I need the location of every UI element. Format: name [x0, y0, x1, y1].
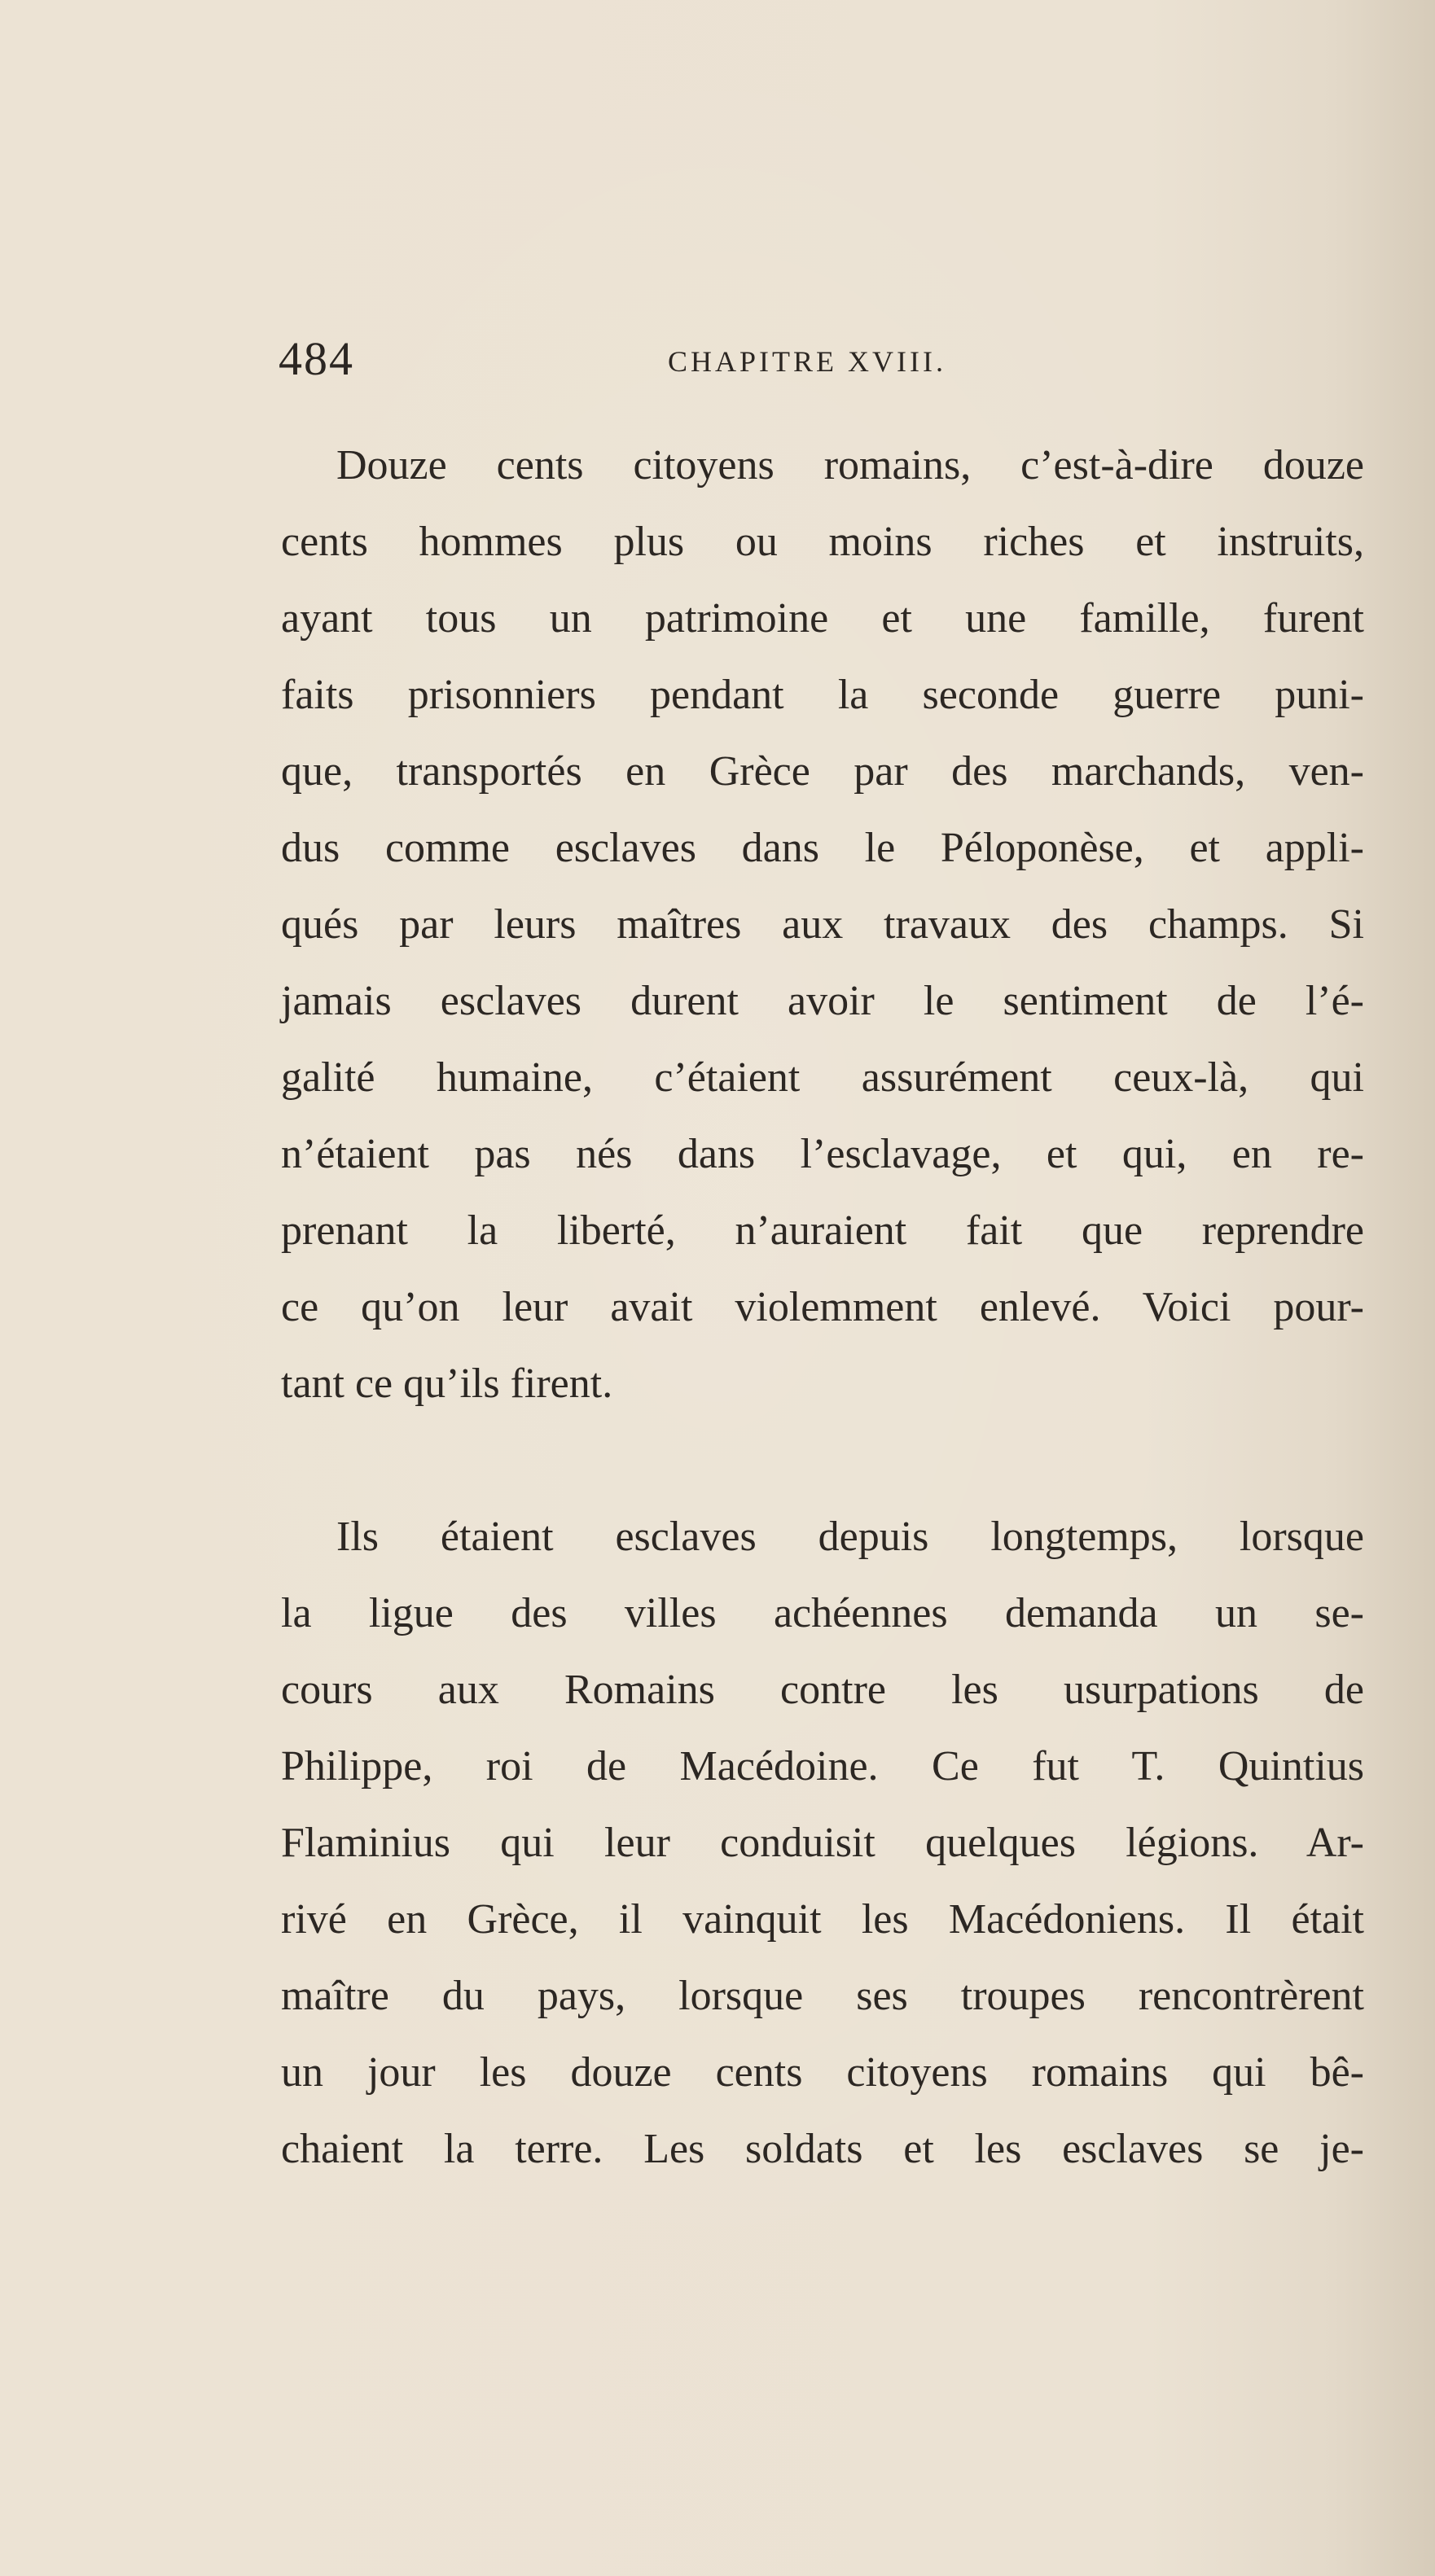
text-line: Douze cents citoyens romains, c’est-à-dire douze: [336, 442, 1364, 488]
text-line: galité humaine, c’étaient assurément ceux-là, qui: [281, 1054, 1364, 1101]
text-line: ayant tous un patrimoine et une famille, furent: [281, 595, 1364, 642]
paragraph-1: [281, 427, 1364, 1422]
text-line: jamais esclaves durent avoir le sentiment de l’é-: [281, 978, 1364, 1024]
running-head: CHAPITRE XVIII.: [668, 345, 946, 378]
text-line: Philippe, roi de Macédoine. Ce fut T. Quintius: [281, 1743, 1364, 1790]
text-line: chaient la terre. Les soldats et les esclaves se je-: [281, 2126, 1364, 2172]
text-line: maître du pays, lorsque ses troupes rencontrèrent: [281, 1973, 1364, 2019]
text-line: rivé en Grèce, il vainquit les Macédoniens. Il était: [281, 1896, 1364, 1943]
page-number: 484: [279, 332, 354, 385]
text-line: faits prisonniers pendant la seconde guerre puni-: [281, 672, 1364, 718]
text-line: n’étaient pas nés dans l’esclavage, et qui, en re-: [281, 1131, 1364, 1177]
page-header: [279, 322, 1362, 396]
text-line: qués par leurs maîtres aux travaux des champs. Si: [281, 901, 1364, 948]
text-line: ce qu’on leur avait violemment enlevé. Voici pour-: [281, 1284, 1364, 1330]
text-line: prenant la liberté, n’auraient fait que reprendre: [281, 1207, 1364, 1254]
body-text: [281, 427, 1364, 2188]
text-line: un jour les douze cents citoyens romains qui bê-: [281, 2049, 1364, 2096]
text-line: Flaminius qui leur conduisit quelques légions. Ar-: [281, 1820, 1364, 1866]
text-line: Ils étaient esclaves depuis longtemps, lorsque: [336, 1514, 1364, 1560]
text-line: cents hommes plus ou moins riches et instruits,: [281, 519, 1364, 565]
text-line: la ligue des villes achéennes demanda un se-: [281, 1590, 1364, 1636]
paragraph-2: [281, 1499, 1364, 2188]
text-line: dus comme esclaves dans le Péloponèse, et appli-: [281, 825, 1364, 871]
text-line: cours aux Romains contre les usurpations de: [281, 1667, 1364, 1713]
text-line: tant ce qu’ils firent.: [281, 1360, 613, 1407]
text-line: que, transportés en Grèce par des marchands, ven-: [281, 748, 1364, 795]
